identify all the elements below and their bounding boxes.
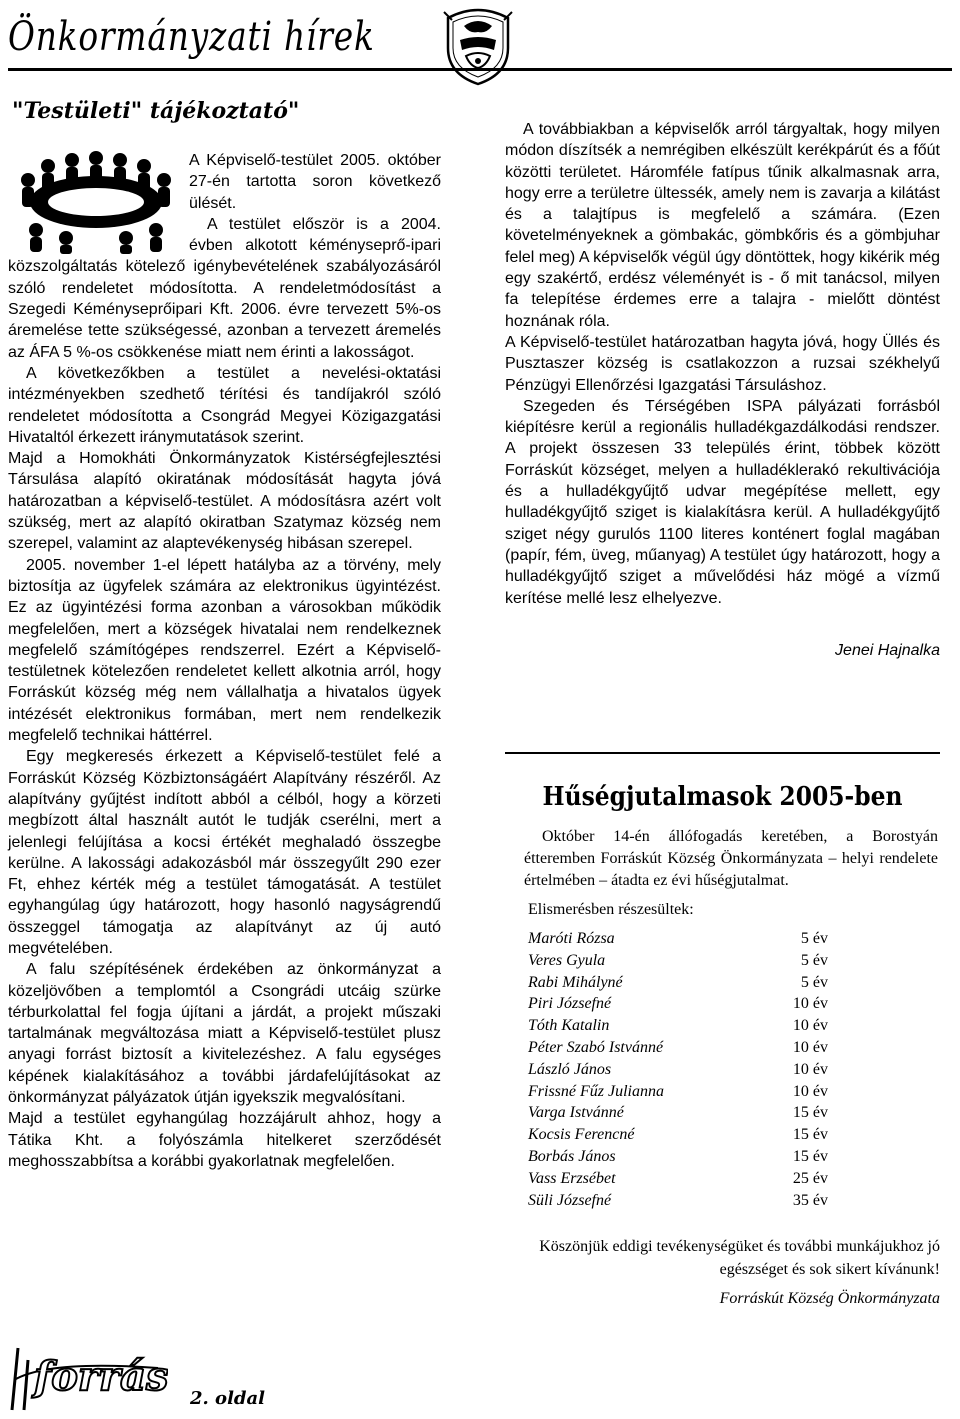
- awardee-row: [528, 1170, 828, 1192]
- article-signature: Jenei Hajnalka: [835, 641, 940, 659]
- awardee-name: Kocsis Ferencné: [528, 1126, 635, 1144]
- awardee-name: Tóth Katalin: [528, 1017, 610, 1035]
- forras-logo-icon: [8, 1340, 168, 1416]
- left-paragraph: A következőkben a testület a nevelési-oktatási intézményekben szedhető térítési és tandíjakról szóló rendeletet módosította a Csongrád Megyei Közigazgatási Hivataltól érkezett iránymutatások szerint.: [8, 364, 441, 446]
- awardee-name: Maróti Rózsa: [528, 930, 615, 947]
- thanks-text: Köszönjük eddigi tevékenységüket és további munkájukhoz jó egészséget és sok sikert kívánunk!: [539, 1238, 940, 1278]
- left-paragraph: Majd a Homokháti Önkormányzatok Kistérségfejlesztési Társulása alapító okiratának módosítását hagyta jóvá határozatban a képviselő-testület. A módosításra azért volt szükség, mert az alapító okiratban Szatymaz község nem szerepel, valamint az alaptevékenység hibásan szerepel.: [8, 450, 441, 553]
- loyalty-intro: Október 14-én állófogadás keretében, a Borostyán étteremben Forráskút Község Önkormányzata – helyi rendelete értelmében – átadta ez évi hűségjutalmat.: [524, 828, 938, 889]
- awardee-years: 25 év: [792, 1169, 828, 1187]
- awardee-name: Varga Istvánné: [528, 1104, 624, 1122]
- awardee-name: Borbás János: [528, 1147, 616, 1165]
- page-header-title: Önkormányzati hírek: [8, 14, 375, 60]
- awardee-name: Veres Gyula: [528, 951, 606, 969]
- awardee-row: [528, 1126, 828, 1148]
- awardee-years: 15 év: [792, 1104, 828, 1122]
- awardee-name: Süli Józsefné: [528, 1191, 612, 1209]
- loyalty-signature: Forráskút Község Önkormányzata: [719, 1290, 940, 1307]
- awardee-row: [528, 1083, 828, 1105]
- awardee-row: [528, 1104, 828, 1126]
- loyalty-award-title: Hűségjutalmasok 2005-ben: [542, 782, 903, 812]
- awardee-name: Piri Józsefné: [528, 995, 612, 1013]
- council-meeting-illustration: [8, 150, 183, 254]
- awardee-row: [528, 1148, 828, 1170]
- awardee-years: 10 év: [792, 1082, 828, 1100]
- awardee-name: László János: [528, 1060, 612, 1078]
- awardee-name: Vass Erzsébet: [528, 1169, 616, 1187]
- right-column: [505, 119, 940, 661]
- awardee-years: 10 év: [792, 1017, 828, 1035]
- awardee-row: [528, 1039, 828, 1061]
- awardee-row: [528, 930, 828, 952]
- awardee-name: Rabi Mihályné: [528, 973, 623, 991]
- box-top-rule: [505, 752, 940, 754]
- left-paragraph: Egy megkeresés érkezett a Képviselő-testület felé a Forráskút Község Közbiztonságáért Alapítvány részéről. Az alapítvány gyűjtést indított abból a célból, hogy a körzeti megbízott által használt autót le tudják cserélni, mert a jelenlegi felújítása a kocsi értékét meghaladó összegbe kerülne. A lakossági adakozásból már összegyűlt 290 ezer Ft, ehhez kérték még a testület támogatását. A testület egyhangúlag úgy határozott, hogy hasonló nagyságrendű összeggel támogatja az alapítványt az új autó megvételében.: [8, 748, 441, 957]
- awardee-years: 35 év: [792, 1191, 828, 1209]
- coat-of-arms-icon: [442, 4, 514, 86]
- right-paragraph: A Képviselő-testület határozatban hagyta jóvá, hogy Üllés és Pusztaszer község is csatlakozzon a ruzsai székhelyű Pénzügyi Ellenőrzési Igazgatási Társuláshoz.: [505, 333, 940, 394]
- right-paragraph: A továbbiakban a képviselők arról tárgyaltak, hogy milyen módon díszítsék a nemrégiben elkészült kerékpárút és a főút közötti területet. Háromféle fatípus tűnik alkalmasnak arra, hogy erre a területre ültessék, amely nem is zavarja a kilátást és a talajtípus is megfelelő a számára. (Ezen követelményeknek a gömbakác, gömbkőris és a gömbjuhar felel meg) A képviselők végül úgy döntöttek, hogy kikérik még egy szakértő, erdész véleményét is - ő mit tanácsol, milyen fa telepítése érdemes erre a talajra - mielőtt döntést hoznának róla.: [505, 121, 940, 330]
- logo-text: forrás: [34, 1353, 168, 1400]
- awardee-row: [528, 974, 828, 996]
- awardee-years: 5 év: [800, 930, 828, 947]
- awardee-years: 15 év: [792, 1147, 828, 1165]
- section-title: "Testületi" tájékoztató": [12, 98, 300, 124]
- left-paragraph: A testület először is a 2004. évben alkotott kéményseprő-ipari közszolgáltatás kötelező igénybevételének szabályozásáról szóló rendeletet módosította. A rendeletmódosítást a Szegedi Kéményseprőipari Kft. 2006. évre tervezett 5%-os áremelése tette szükségessé, azonban a tervezett áremelés az ÁFA 5 %-os csökkenése miatt nem érinti a lakosságot.: [8, 215, 441, 361]
- awardee-years: 10 év: [792, 1060, 828, 1078]
- recognition-label: Elismerésben részesültek:: [528, 901, 694, 918]
- left-paragraph: Majd a testület egyhangúlag hozzájárult ahhoz, hogy a Tátika Kht. a folyószámla hitelkeret szerződését meghosszabbítsa a korábbi gyakorlatnak megfelelően.: [8, 1110, 441, 1170]
- awardee-row: [528, 1192, 828, 1214]
- awardee-years: 10 év: [792, 995, 828, 1013]
- awardee-row: [528, 1061, 828, 1083]
- left-paragraph: 2005. november 1-el lépett hatályba az a törvény, mely biztosítja az ügyfelek számára az elektronikus ügyintézést. Ez az ügyintézési forma azonban a városokban működik megfelelően, mert a községek hivatalai nem rendelkeznek megfelelő számítógépes rendszerrel. Ezért a Képviselő-testületnek kötelezően rendeletet kellett alkotnia arról, hogy Forráskút község még nem vállalhatja a hivatalos ügyek intézését elektronikus formában, mert nem rendelkezik megfelelő technikai háttérrel.: [8, 556, 441, 745]
- awardee-name: Péter Szabó Istvánné: [528, 1038, 664, 1056]
- awardee-years: 5 év: [800, 973, 828, 991]
- right-paragraph: Szegeden és Térségében ISPA pályázati forrásból kiépítésre kerül a regionális hulladékgazdálkodási rendszer. A projekt összesen 33 település érint, többek között Forráskút községet, melyen a hulladéklerakó rekultivációja és a hulladékgyűjtő udvar megépítése mellett, egy hulladékgyűjtő sziget is kialakításra kerül. A hulladékgyűjtő sziget négy gurulós 1100 literes konténert foglal magában (papír, fém, üveg, műanyag) A testület úgy határozott, hogy a hulladékgyűjtő sziget a művelődési ház mögé a vízmű kerítése mellé lesz elhelyezve.: [505, 397, 940, 607]
- awardee-row: [528, 995, 828, 1017]
- awardee-years: 10 év: [792, 1038, 828, 1056]
- awardee-row: [528, 1017, 828, 1039]
- left-paragraph: A falu szépítésének érdekében az önkormányzat a közeljövőben a templomtól a Csongrádi utcáig szürke térburkolattal fel fogja újítani a járdát, a projekt műszaki tartalmának megváltozása miatt a Képviselő-testület plusz anyagi forrást biztosít a kivitelezéshez. A falu egységes képének kialakításához a további járdafelújításokat az önkormányzat pályázatok útján igyekszik megvalósítani.: [8, 961, 441, 1107]
- awardee-name: Frissné Fűz Julianna: [528, 1082, 664, 1100]
- awardee-years: 5 év: [800, 951, 828, 969]
- page-number: 2. oldal: [190, 1388, 265, 1409]
- awardee-years: 15 év: [792, 1126, 828, 1144]
- awardee-list: [528, 930, 828, 1213]
- left-column: [8, 150, 441, 1172]
- left-paragraph: A Képviselő-testület 2005. október 27-én tartotta soron következő ülését.: [189, 152, 441, 212]
- awardee-row: [528, 952, 828, 974]
